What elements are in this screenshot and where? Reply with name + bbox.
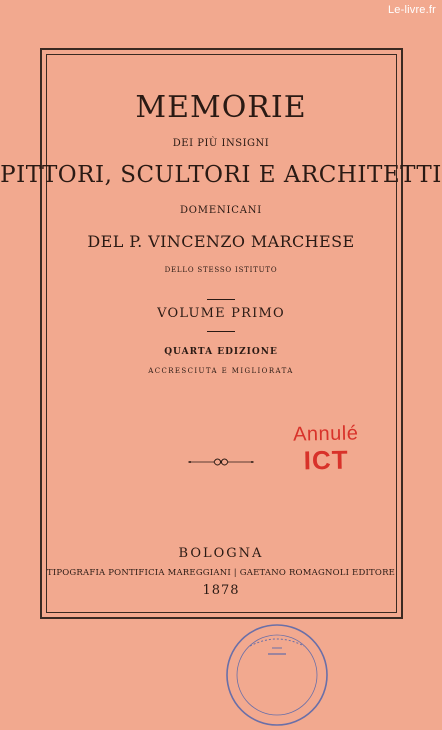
cancel-stamp [276,423,377,474]
ornament-icon [186,455,256,469]
page-frame [40,48,403,619]
main-subject: PITTORI, SCULTORI E ARCHITETTI [0,162,442,188]
stamp-line-2: ICT [303,444,349,476]
edition: QUARTA EDIZIONE [164,347,278,357]
author-note: DELLO STESSO ISTITUTO [164,266,278,274]
stamp-line-1: Annulé [292,422,359,446]
library-seal-icon [222,620,332,730]
order-name: DOMENICANI [179,205,263,216]
divider-top [207,299,235,300]
divider-bottom [207,331,235,332]
title: MEMORIE [135,90,307,125]
subtitle-small: DEI PIÙ INSIGNI [172,138,270,149]
imprint-printers: TIPOGRAFIA PONTIFICIA MAREGGIANI | GAETANO ROMAGNOLI EDITORE [46,568,396,578]
author: DEL P. VINCENZO MARCHESE [87,232,355,251]
watermark: Le-livre.fr [387,4,436,16]
volume: VOLUME PRIMO [157,306,285,321]
imprint-year: 1878 [202,583,240,598]
imprint-city: BOLOGNA [178,546,264,561]
edition-note: ACCRESCIUTA E MIGLIORATA [148,367,294,375]
